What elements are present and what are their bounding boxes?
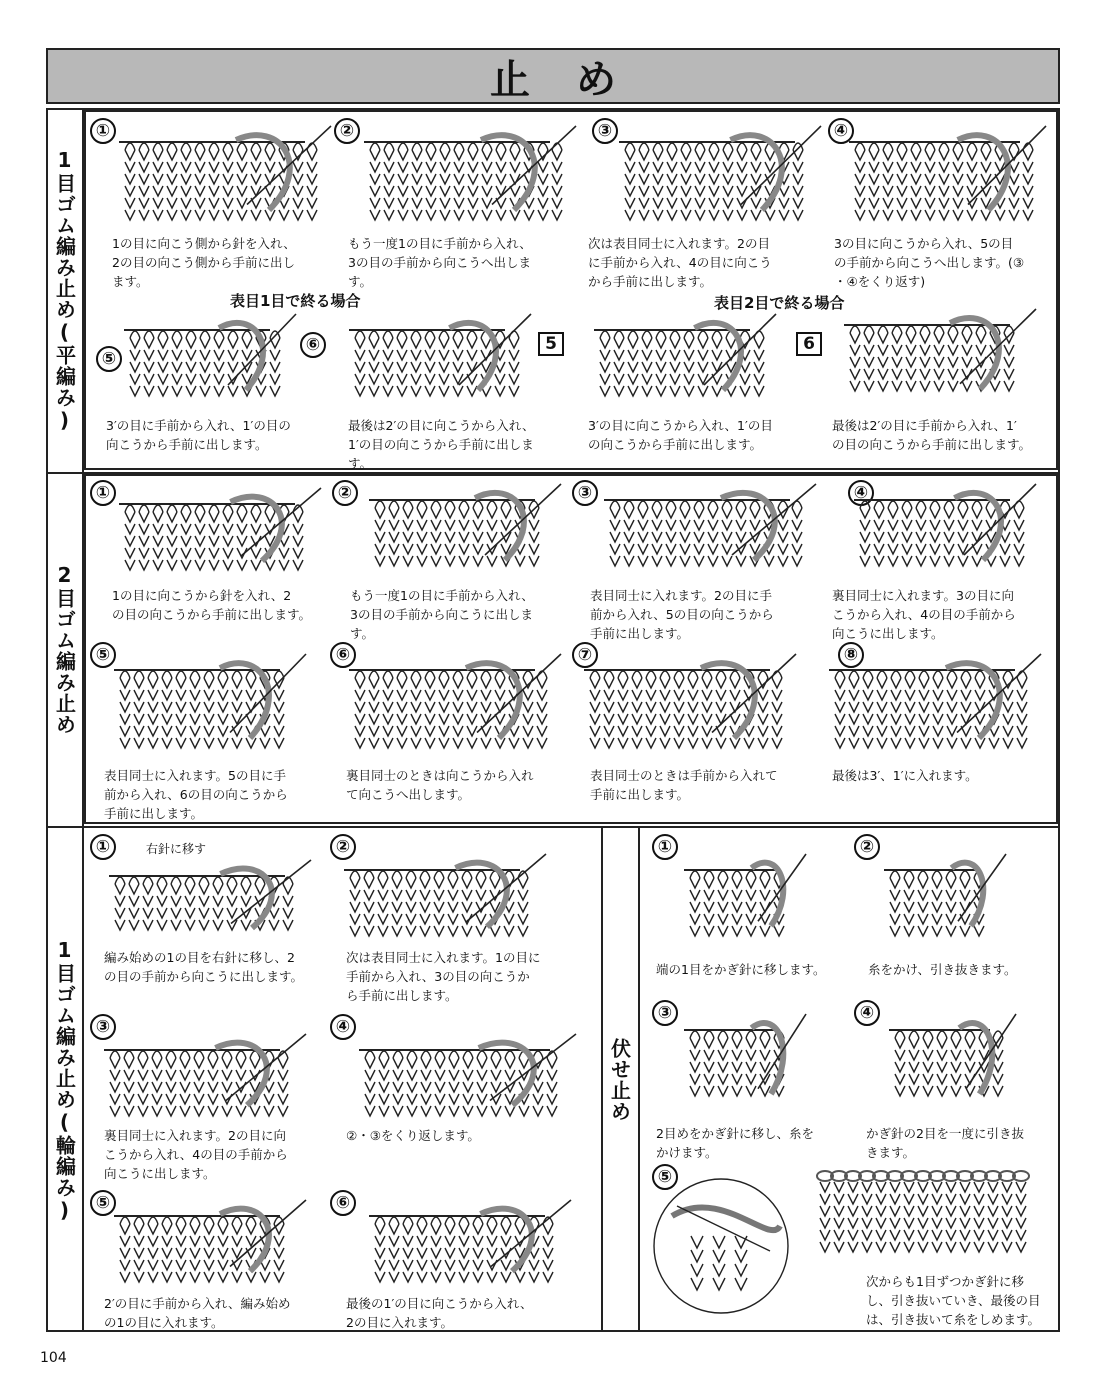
- knitting-illustration: [885, 1010, 1020, 1115]
- knit-diagram-3-3: [100, 1030, 310, 1124]
- section-label-flat: 1目ゴム編み止め(平編み): [52, 147, 77, 433]
- step-number: ③: [652, 1000, 678, 1026]
- step-caption: 3の目に向こうから入れ、5の目 の手前から向こうへ出します。(③ ・④をくり返す): [834, 236, 1025, 289]
- knit-diagram-2-6: [345, 650, 565, 760]
- step-number-square: 6: [796, 332, 822, 356]
- step-number: ①: [90, 834, 116, 860]
- knitting-illustration: [652, 1170, 790, 1322]
- step-caption: 表目同士のときは手前から入れて 手前に出します。: [590, 768, 778, 802]
- knitting-illustration: [340, 850, 550, 946]
- knitting-illustration: [880, 850, 1010, 945]
- step-caption: もう一度1の目に手前から入れ、 3の目の手前から向こうに出しま す。: [350, 588, 534, 641]
- step-caption: 表目同士に入れます。5の目に手 前から入れ、6の目の向こうから 手前に出します。: [104, 768, 288, 821]
- knit-diagram-1-2: [360, 122, 580, 232]
- step-number: ⑥: [300, 332, 326, 358]
- knitting-illustration: [680, 1010, 810, 1115]
- knit-diagram-4-2: [880, 850, 1010, 945]
- knit-diagram-1-8: [840, 305, 1040, 410]
- step-number: ①: [90, 118, 116, 144]
- step-number: ③: [90, 1014, 116, 1040]
- knitting-illustration: [100, 1030, 310, 1124]
- knitting-illustration: [115, 484, 325, 580]
- step-number: ⑤: [652, 1164, 678, 1190]
- step-caption: 最後は3′、1′に入れます。: [832, 768, 978, 783]
- annotation-move-to-right-needle: 右針に移す: [146, 842, 207, 856]
- knit-diagram-1-1: [115, 122, 335, 232]
- step-caption: 2′の目に手前から入れ、編み始め の1の目に入れます。: [104, 1296, 291, 1330]
- divider-2: [46, 826, 1060, 828]
- knit-diagram-1-5: [120, 310, 300, 410]
- step-caption: 最後は2′の目に向こうから入れ、 1′の目の向こうから手前に出しま す。: [348, 418, 535, 471]
- case-heading: 表目2目で終る場合: [714, 294, 845, 312]
- step-caption: 裏目同士に入れます。3の目に向 こうから入れ、4の目の手前から 向こうに出します。: [832, 588, 1016, 641]
- knit-diagram-1-4: [845, 122, 1050, 232]
- knitting-illustration: [355, 1030, 580, 1124]
- knitting-illustration: [365, 480, 565, 580]
- case-heading: 表目1目で終る場合: [230, 292, 361, 310]
- knit-diagram-2-5: [110, 650, 310, 760]
- knitting-illustration: [360, 122, 580, 232]
- step-number: ⑥: [330, 1190, 356, 1216]
- knitting-illustration: [115, 122, 335, 232]
- step-caption: もう一度1の目に手前から入れ、 3の目の手前から向こうへ出しま す。: [348, 236, 532, 289]
- page-title: 止め: [490, 56, 662, 103]
- step-number: ⑧: [838, 642, 864, 668]
- step-caption: ②・③をくり返します。: [346, 1128, 480, 1143]
- step-caption: 端の1目をかぎ針に移します。: [656, 962, 826, 977]
- knitting-illustration: [840, 305, 1040, 410]
- knit-diagram-3-4: [355, 1030, 580, 1124]
- section-label-2x2: 2目ゴム編み止め: [52, 563, 77, 735]
- step-caption: 次からも1目ずつかぎ針に移 し、引き抜いていき、最後の目 は、引き抜いて糸をしめます。: [866, 1274, 1041, 1327]
- knit-diagram-1-7: [590, 310, 780, 410]
- step-number: ⑥: [330, 642, 356, 668]
- step-caption: 裏目同士に入れます。2の目に向 こうから入れ、4の目の手前から 向こうに出します。: [104, 1128, 288, 1181]
- step-caption: 1の目に向こう側から針を入れ、 2の目の向こう側から手前に出し ます。: [112, 236, 296, 289]
- knit-diagram-2-8: [825, 650, 1045, 760]
- fuse-label-divider: [638, 826, 640, 1332]
- knitting-illustration: [365, 1196, 575, 1290]
- step-caption: 次は表目同士に入れます。1の目に 手前から入れ、3の目の向こうか ら手前に出します。: [346, 950, 541, 1003]
- step-caption: かぎ針の2目を一度に引き抜 きます。: [866, 1126, 1024, 1160]
- step-number: ⑦: [572, 642, 598, 668]
- step-caption: 表目同士に入れます。2の目に手 前から入れ、5の目の向こうから 手前に出します。: [590, 588, 774, 641]
- knit-diagram-4-3: [680, 1010, 810, 1115]
- knitting-illustration: [580, 650, 800, 760]
- knitting-illustration: [850, 480, 1040, 580]
- section-label-round: 1目ゴム編み止め(輪編み): [52, 937, 77, 1223]
- knit-diagram-3-2: [340, 850, 550, 946]
- step-number: ①: [652, 834, 678, 860]
- knitting-illustration: [345, 650, 565, 760]
- knitting-illustration: [120, 310, 300, 410]
- knit-diagram-2-2: [365, 480, 565, 580]
- knit-diagram-3-6: [365, 1196, 575, 1290]
- section-label-bindoff: 伏せ止め: [607, 1038, 632, 1122]
- knit-diagram-4-4: [885, 1010, 1020, 1115]
- knitting-illustration: [590, 310, 780, 410]
- step-number: ①: [90, 480, 116, 506]
- step-caption: 次は表目同士に入れます。2の目 に手前から入れ、4の目に向こう から手前に出します。: [588, 236, 772, 289]
- knit-diagram-2-4: [850, 480, 1040, 580]
- knit-diagram-1-6: [345, 310, 535, 410]
- knitting-illustration: [105, 856, 315, 946]
- step-number: ②: [334, 118, 360, 144]
- step-number: ②: [330, 834, 356, 860]
- step-caption: 最後は2′の目に手前から入れ、1′ の目の向こうから手前に出します。: [832, 418, 1032, 452]
- knit-diagram-2-3: [600, 480, 820, 580]
- step-number: ④: [330, 1014, 356, 1040]
- step-caption: 1の目に向こうから針を入れ、2 の目の向こうから手前に出します。: [112, 588, 312, 622]
- knitting-illustration: [110, 650, 310, 760]
- knit-diagram-4-1: [680, 850, 810, 945]
- step-number: ⑤: [96, 346, 122, 372]
- step-caption: 2目めをかぎ針に移し、糸を かけます。: [656, 1126, 814, 1160]
- knit-diagram-1-3: [615, 122, 825, 232]
- step-number: ④: [848, 480, 874, 506]
- knitting-illustration: [680, 850, 810, 945]
- step-caption: 最後の1′の目に向こうから入れ、 2の目に入れます。: [346, 1296, 533, 1330]
- step-number: ③: [572, 480, 598, 506]
- step-number: ②: [332, 480, 358, 506]
- step-number: ④: [854, 1000, 880, 1026]
- knit-diagram-2-1: [115, 484, 325, 580]
- step-caption: 編み始めの1の目を右針に移し、2 の目の手前から向こうに出します。: [104, 950, 304, 984]
- knit-diagram-4-5-closeup: [652, 1170, 790, 1322]
- knitting-illustration: [615, 122, 825, 232]
- step-caption: 裏目同士のときは向こうから入れ て向こうへ出します。: [346, 768, 534, 802]
- page-title-bar: [46, 48, 1060, 104]
- knitting-illustration: [845, 122, 1050, 232]
- page-number: 104: [40, 1350, 67, 1366]
- step-number: ④: [828, 118, 854, 144]
- step-number: ⑤: [90, 1190, 116, 1216]
- step-number: ③: [592, 118, 618, 144]
- knitting-illustration: [825, 650, 1045, 760]
- step-number: ②: [854, 834, 880, 860]
- knit-diagram-4-5: [810, 1164, 1040, 1269]
- knit-diagram-2-7: [580, 650, 800, 760]
- knit-diagram-3-1: [105, 856, 315, 946]
- knit-diagram-3-5: [110, 1196, 310, 1290]
- knitting-illustration: [345, 310, 535, 410]
- step-caption: 3′の目に手前から入れ、1′の目の 向こうから手前に出します。: [106, 418, 291, 452]
- step-caption: 3′の目に向こうから入れ、1′の目 の向こうから手前に出します。: [588, 418, 773, 452]
- knitting-illustration: [810, 1164, 1040, 1269]
- step-caption: 糸をかけ、引き抜きます。: [868, 962, 1017, 977]
- knitting-illustration: [600, 480, 820, 580]
- knitting-illustration: [110, 1196, 310, 1290]
- step-number-square: 5: [538, 332, 564, 356]
- step-number: ⑤: [90, 642, 116, 668]
